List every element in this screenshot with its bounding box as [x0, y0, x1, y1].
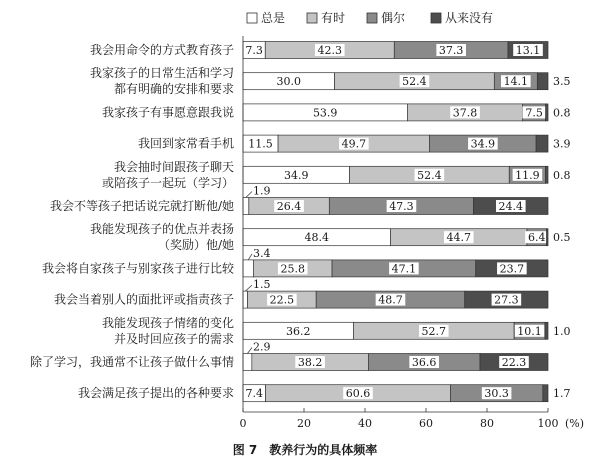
leader-line	[247, 348, 252, 354]
plot-area	[30, 42, 571, 402]
value-label: 1.7	[553, 387, 571, 401]
category-label: 都有明确的安排和要求	[113, 82, 234, 97]
value-label: 52.4	[417, 168, 442, 182]
value-label: 10.1	[517, 324, 542, 338]
category-label: 并及时回应孩子的需求	[113, 331, 234, 346]
value-label: 47.3	[389, 200, 414, 213]
value-label: 11.5	[248, 137, 273, 151]
leader-line	[246, 192, 252, 198]
legend-label-never: 从来没有	[445, 11, 494, 25]
value-label: 30.0	[276, 75, 301, 89]
bar-segment-never	[545, 322, 548, 339]
category-label: 或陪孩子一起玩（学习）	[101, 175, 234, 190]
value-label: 36.6	[411, 356, 437, 369]
value-label: 30.3	[484, 387, 509, 401]
bar-segment-never	[546, 104, 548, 121]
category-label: （奖励）他/她	[157, 238, 234, 253]
bar-segment-never	[536, 135, 548, 152]
value-label: 52.7	[421, 324, 447, 338]
value-label: 23.7	[499, 262, 525, 276]
value-label: 7.5	[525, 106, 543, 120]
value-label: 34.9	[283, 168, 309, 182]
x-tick-label: 80	[480, 417, 494, 430]
value-label: 14.1	[503, 75, 529, 89]
value-label: 7.4	[245, 387, 264, 401]
legend-label-always: 总是	[261, 11, 286, 25]
legend-label-sometimes: 有时	[321, 11, 346, 25]
value-label: 3.9	[553, 137, 571, 151]
category-label: 我会当着别人的面批评或指责孩子	[53, 292, 234, 307]
bar-segment-never	[546, 229, 548, 246]
legend-label-occasionally: 偶尔	[381, 11, 406, 25]
bar-segment-always	[243, 198, 249, 215]
value-label: 53.9	[312, 106, 338, 120]
legend-swatch-occasionally	[367, 13, 377, 23]
leader-line	[248, 254, 252, 260]
value-label: 1.0	[553, 324, 571, 338]
category-label: 我能发现孩子情绪的变化	[101, 315, 234, 330]
x-tick-label: 40	[358, 417, 372, 430]
value-label: 22.5	[269, 293, 295, 307]
bar-segment-always	[243, 291, 248, 308]
value-label: 6.4	[527, 231, 546, 245]
value-label: 27.3	[494, 293, 519, 307]
bar-segment-always	[243, 354, 252, 371]
category-label: 我会满足孩子提出的各种要求	[77, 386, 234, 401]
x-tick-label: 100	[537, 417, 559, 430]
category-label: 我会不等孩子把话说完就打断他/她	[49, 199, 234, 213]
value-label: 44.7	[446, 231, 472, 245]
value-label: 48.7	[378, 293, 403, 307]
legend-swatch-sometimes	[307, 13, 317, 23]
x-tick-label: 20	[297, 417, 311, 430]
bar-segment-never	[546, 166, 548, 183]
value-label: 11.9	[515, 168, 540, 182]
value-label: 24.4	[498, 200, 524, 213]
value-label: 26.4	[276, 200, 302, 213]
value-label: 37.8	[452, 106, 478, 120]
value-label: 0.8	[553, 168, 571, 182]
legend-swatch-never	[431, 13, 441, 23]
x-tick-label: 0	[239, 417, 247, 430]
value-label: 49.7	[341, 137, 367, 151]
value-label: 0.8	[553, 106, 571, 120]
category-label: 我回到家常看手机	[137, 136, 234, 151]
category-label: 我会用命令的方式教育孩子	[89, 43, 234, 57]
value-label: 2.9	[253, 340, 271, 354]
bar-segment-always	[243, 260, 253, 277]
category-label: 我家孩子的日常生活和学习	[89, 66, 234, 81]
bar-segment-never	[537, 73, 548, 90]
leader-line	[245, 285, 252, 291]
value-label: 22.3	[501, 356, 527, 369]
category-label: 我家孩子有事愿意跟我说	[101, 105, 234, 120]
value-label: 25.8	[280, 262, 305, 276]
value-label: 3.5	[553, 75, 571, 89]
chart-legend	[247, 10, 493, 25]
value-label: 47.1	[391, 262, 417, 276]
value-label: 1.5	[253, 278, 271, 292]
value-label: 36.2	[285, 324, 311, 338]
legend-swatch-always	[247, 13, 257, 23]
value-label: 3.4	[253, 246, 271, 260]
bar-segment-never	[543, 385, 548, 402]
value-label: 38.2	[297, 356, 323, 369]
category-label: 我会抽时间跟孩子聊天	[113, 159, 234, 174]
value-label: 7.3	[245, 44, 263, 57]
value-label: 37.3	[438, 44, 464, 57]
x-tick-label: 60	[419, 417, 433, 430]
chart-caption: 图 7 教养行为的具体频率	[232, 443, 378, 457]
value-label: 0.5	[553, 231, 571, 245]
category-label: 我能发现孩子的优点并表扬	[89, 222, 234, 237]
value-label: 34.9	[470, 137, 496, 151]
category-label: 除了学习，我通常不让孩子做什么事情	[29, 355, 234, 369]
value-label: 13.1	[515, 44, 541, 57]
x-axis-unit: (%)	[565, 417, 585, 430]
category-label: 我会将自家孩子与别家孩子进行比较	[41, 261, 234, 276]
value-label: 48.4	[304, 231, 330, 245]
value-label: 60.6	[345, 387, 371, 401]
value-label: 42.3	[317, 44, 343, 57]
value-label: 1.9	[253, 184, 271, 198]
value-label: 52.4	[402, 75, 427, 89]
